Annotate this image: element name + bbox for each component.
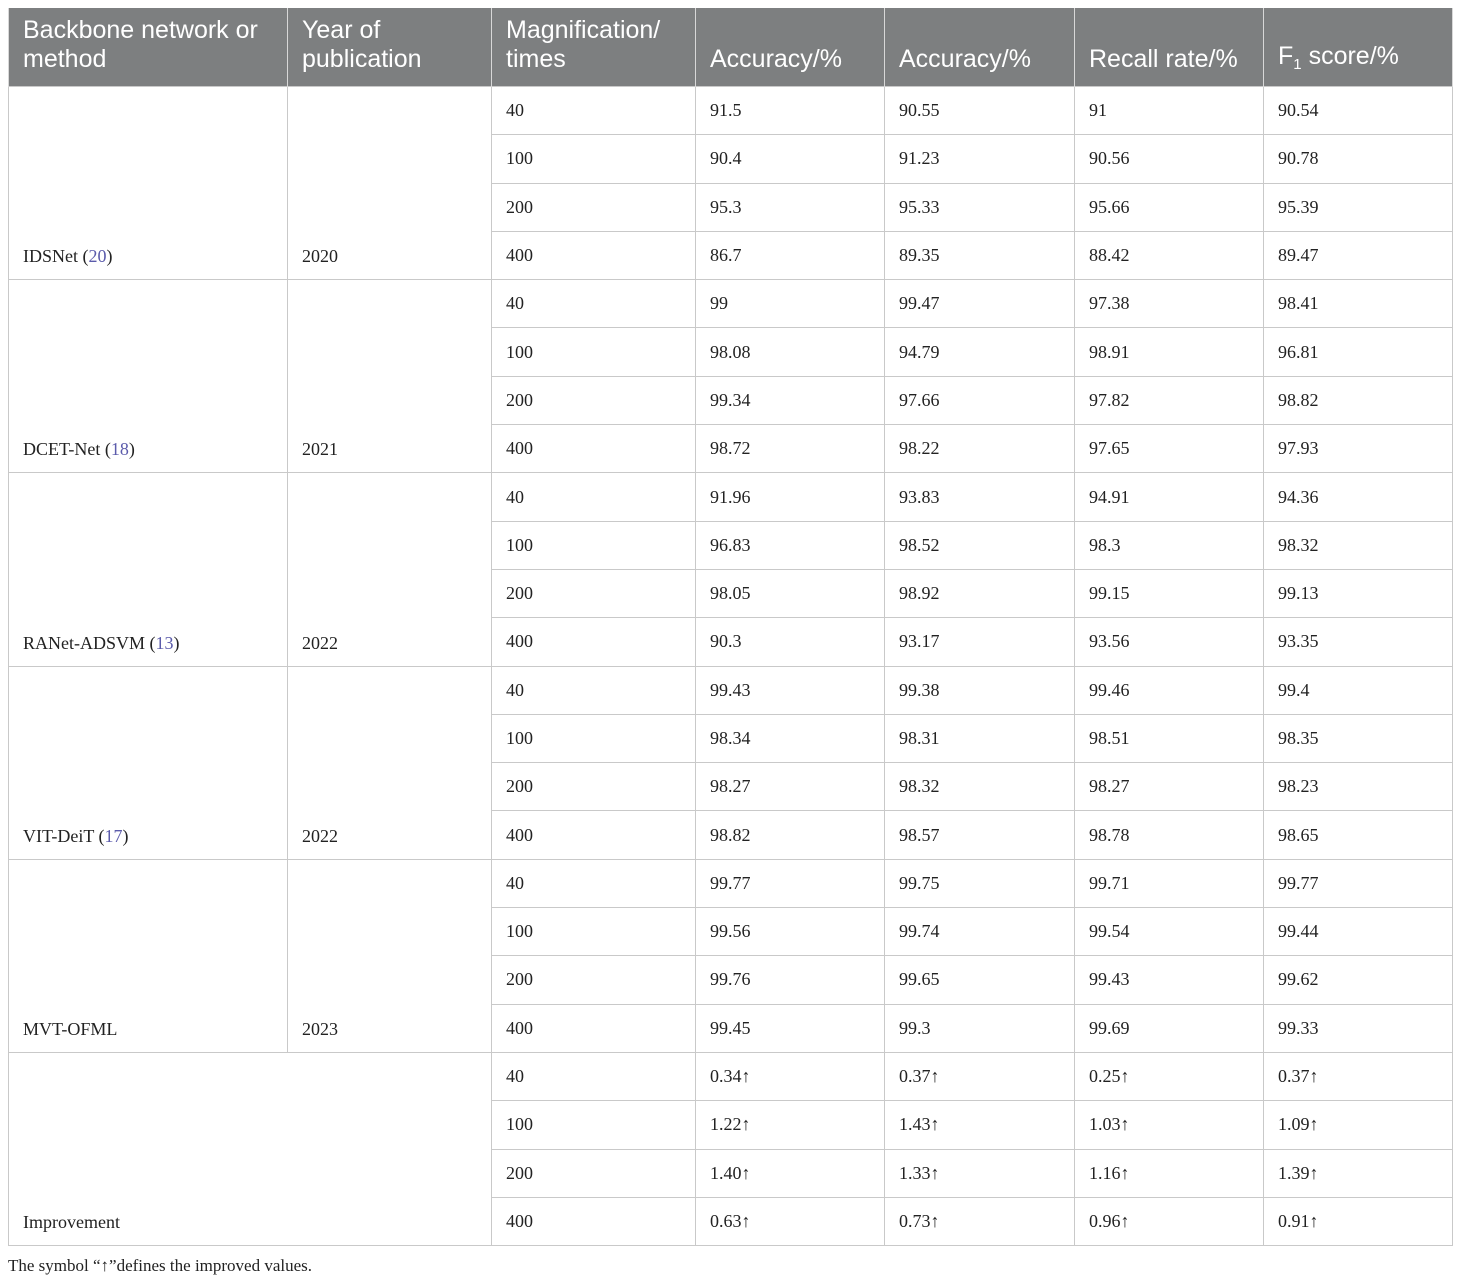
magnification-cell: 100 xyxy=(492,135,696,183)
recall-cell: 98.78 xyxy=(1075,811,1264,859)
accuracy-2-cell: 98.52 xyxy=(885,521,1075,569)
recall-cell: 95.66 xyxy=(1075,183,1264,231)
accuracy-1-cell: 98.82 xyxy=(696,811,885,859)
year-cell: 2021 xyxy=(288,280,492,473)
f1-cell: 99.33 xyxy=(1264,1004,1453,1052)
method-name-cell: DCET-Net (18) xyxy=(9,280,288,473)
recall-cell: 97.38 xyxy=(1075,280,1264,328)
magnification-cell: 200 xyxy=(492,569,696,617)
accuracy-1-cell: 91.96 xyxy=(696,473,885,521)
header-year: Year of publication xyxy=(288,8,492,87)
table-footnote: The symbol “↑”defines the improved values. xyxy=(8,1256,313,1275)
f1-cell: 89.47 xyxy=(1264,231,1453,279)
method-name: RANet-ADSVM xyxy=(23,632,146,653)
header-row xyxy=(9,8,1453,87)
improvement-row xyxy=(9,1052,1453,1100)
method-name: MVT-OFML xyxy=(23,1018,118,1039)
table-row xyxy=(9,473,1453,521)
accuracy-1-cell: 95.3 xyxy=(696,183,885,231)
accuracy-1-cell: 99.56 xyxy=(696,908,885,956)
year-cell: 2020 xyxy=(288,87,492,280)
magnification-cell: 400 xyxy=(492,1197,696,1245)
header-f1-rest: score/% xyxy=(1301,42,1399,70)
method-name-cell: RANet-ADSVM (13) xyxy=(9,473,288,666)
magnification-cell: 100 xyxy=(492,1101,696,1149)
accuracy-1-cell: 99.43 xyxy=(696,666,885,714)
reference-link[interactable]: 17 xyxy=(104,825,123,846)
accuracy-2-cell: 98.92 xyxy=(885,569,1075,617)
recall-cell: 99.69 xyxy=(1075,1004,1264,1052)
accuracy-2-cell: 98.31 xyxy=(885,714,1075,762)
magnification-cell: 40 xyxy=(492,666,696,714)
header-f1-letter: F xyxy=(1278,42,1294,70)
magnification-cell: 200 xyxy=(492,1149,696,1197)
accuracy-1-cell: 1.40↑ xyxy=(696,1149,885,1197)
magnification-cell: 400 xyxy=(492,811,696,859)
recall-cell: 97.65 xyxy=(1075,425,1264,473)
accuracy-2-cell: 0.37↑ xyxy=(885,1052,1075,1100)
f1-cell: 1.09↑ xyxy=(1264,1101,1453,1149)
accuracy-2-cell: 89.35 xyxy=(885,231,1075,279)
f1-cell: 98.65 xyxy=(1264,811,1453,859)
header-f1 xyxy=(1264,8,1453,87)
recall-cell: 98.51 xyxy=(1075,714,1264,762)
f1-cell: 98.41 xyxy=(1264,280,1453,328)
f1-cell: 99.44 xyxy=(1264,908,1453,956)
f1-cell: 0.37↑ xyxy=(1264,1052,1453,1100)
accuracy-2-cell: 1.43↑ xyxy=(885,1101,1075,1149)
method-name-cell: VIT-DeiT (17) xyxy=(9,666,288,859)
header-recall: Recall rate/% xyxy=(1075,8,1264,87)
reference-link[interactable]: 20 xyxy=(88,246,107,267)
recall-cell: 88.42 xyxy=(1075,231,1264,279)
improvement-label-cell: Improvement xyxy=(9,1052,492,1245)
magnification-cell: 400 xyxy=(492,618,696,666)
method-name: IDSNet xyxy=(23,246,78,267)
f1-cell: 99.62 xyxy=(1264,956,1453,1004)
accuracy-1-cell: 99.45 xyxy=(696,1004,885,1052)
accuracy-2-cell: 90.55 xyxy=(885,87,1075,135)
accuracy-2-cell: 99.74 xyxy=(885,908,1075,956)
magnification-cell: 40 xyxy=(492,280,696,328)
accuracy-1-cell: 99.76 xyxy=(696,956,885,1004)
f1-cell: 1.39↑ xyxy=(1264,1149,1453,1197)
method-name-cell: IDSNet (20) xyxy=(9,87,288,280)
year-cell: 2023 xyxy=(288,859,492,1052)
recall-cell: 98.91 xyxy=(1075,328,1264,376)
accuracy-1-cell: 90.4 xyxy=(696,135,885,183)
recall-cell: 99.43 xyxy=(1075,956,1264,1004)
recall-cell: 99.54 xyxy=(1075,908,1264,956)
recall-cell: 94.91 xyxy=(1075,473,1264,521)
accuracy-2-cell: 94.79 xyxy=(885,328,1075,376)
recall-cell: 99.15 xyxy=(1075,569,1264,617)
year-cell: 2022 xyxy=(288,666,492,859)
magnification-cell: 200 xyxy=(492,763,696,811)
f1-cell: 96.81 xyxy=(1264,328,1453,376)
accuracy-1-cell: 1.22↑ xyxy=(696,1101,885,1149)
header-accuracy-1: Accuracy/% xyxy=(696,8,885,87)
magnification-cell: 40 xyxy=(492,1052,696,1100)
header-accuracy-2: Accuracy/% xyxy=(885,8,1075,87)
magnification-cell: 40 xyxy=(492,859,696,907)
table-row xyxy=(9,280,1453,328)
accuracy-1-cell: 0.63↑ xyxy=(696,1197,885,1245)
method-name-cell xyxy=(9,859,288,1052)
accuracy-1-cell: 90.3 xyxy=(696,618,885,666)
f1-cell: 97.93 xyxy=(1264,425,1453,473)
reference-link[interactable]: 18 xyxy=(110,439,129,460)
f1-cell: 95.39 xyxy=(1264,183,1453,231)
recall-cell: 98.27 xyxy=(1075,763,1264,811)
magnification-cell: 100 xyxy=(492,328,696,376)
recall-cell: 99.71 xyxy=(1075,859,1264,907)
magnification-cell: 400 xyxy=(492,231,696,279)
accuracy-1-cell: 98.34 xyxy=(696,714,885,762)
f1-cell: 90.78 xyxy=(1264,135,1453,183)
f1-cell: 99.13 xyxy=(1264,569,1453,617)
accuracy-2-cell: 98.57 xyxy=(885,811,1075,859)
accuracy-2-cell: 99.75 xyxy=(885,859,1075,907)
f1-cell: 98.23 xyxy=(1264,763,1453,811)
accuracy-2-cell: 91.23 xyxy=(885,135,1075,183)
accuracy-2-cell: 98.32 xyxy=(885,763,1075,811)
f1-cell: 93.35 xyxy=(1264,618,1453,666)
f1-cell: 0.91↑ xyxy=(1264,1197,1453,1245)
magnification-cell: 40 xyxy=(492,473,696,521)
magnification-cell: 40 xyxy=(492,87,696,135)
accuracy-2-cell: 99.47 xyxy=(885,280,1075,328)
method-name: VIT-DeiT xyxy=(23,825,94,846)
header-backbone: Backbone network or method xyxy=(9,8,288,87)
accuracy-1-cell: 96.83 xyxy=(696,521,885,569)
f1-cell: 94.36 xyxy=(1264,473,1453,521)
recall-cell: 93.56 xyxy=(1075,618,1264,666)
table-row xyxy=(9,87,1453,135)
recall-cell: 1.03↑ xyxy=(1075,1101,1264,1149)
magnification-cell: 200 xyxy=(492,183,696,231)
accuracy-2-cell: 99.3 xyxy=(885,1004,1075,1052)
f1-cell: 98.35 xyxy=(1264,714,1453,762)
recall-cell: 91 xyxy=(1075,87,1264,135)
recall-cell: 98.3 xyxy=(1075,521,1264,569)
accuracy-2-cell: 0.73↑ xyxy=(885,1197,1075,1245)
reference-link[interactable]: 13 xyxy=(155,632,174,653)
accuracy-2-cell: 99.65 xyxy=(885,956,1075,1004)
f1-cell: 90.54 xyxy=(1264,87,1453,135)
accuracy-1-cell: 99.77 xyxy=(696,859,885,907)
header-f1-subscript: 1 xyxy=(1293,56,1302,73)
f1-cell: 98.32 xyxy=(1264,521,1453,569)
accuracy-2-cell: 95.33 xyxy=(885,183,1075,231)
accuracy-2-cell: 99.38 xyxy=(885,666,1075,714)
magnification-cell: 200 xyxy=(492,956,696,1004)
accuracy-1-cell: 98.05 xyxy=(696,569,885,617)
results-table-container xyxy=(8,8,1452,1246)
magnification-cell: 400 xyxy=(492,1004,696,1052)
f1-cell: 99.77 xyxy=(1264,859,1453,907)
table-row xyxy=(9,666,1453,714)
recall-cell: 90.56 xyxy=(1075,135,1264,183)
results-table xyxy=(8,8,1453,1246)
recall-cell: 0.96↑ xyxy=(1075,1197,1264,1245)
recall-cell: 97.82 xyxy=(1075,376,1264,424)
table-header xyxy=(9,8,1453,87)
accuracy-1-cell: 91.5 xyxy=(696,87,885,135)
magnification-cell: 100 xyxy=(492,908,696,956)
header-magnification: Magnification/ times xyxy=(492,8,696,87)
f1-cell: 99.4 xyxy=(1264,666,1453,714)
accuracy-1-cell: 98.27 xyxy=(696,763,885,811)
magnification-cell: 400 xyxy=(492,425,696,473)
recall-cell: 99.46 xyxy=(1075,666,1264,714)
accuracy-1-cell: 99 xyxy=(696,280,885,328)
accuracy-2-cell: 1.33↑ xyxy=(885,1149,1075,1197)
accuracy-1-cell: 99.34 xyxy=(696,376,885,424)
table-body xyxy=(9,87,1453,1246)
magnification-cell: 100 xyxy=(492,714,696,762)
accuracy-1-cell: 98.08 xyxy=(696,328,885,376)
accuracy-2-cell: 97.66 xyxy=(885,376,1075,424)
year-cell: 2022 xyxy=(288,473,492,666)
accuracy-2-cell: 93.17 xyxy=(885,618,1075,666)
recall-cell: 1.16↑ xyxy=(1075,1149,1264,1197)
magnification-cell: 100 xyxy=(492,521,696,569)
f1-cell: 98.82 xyxy=(1264,376,1453,424)
accuracy-1-cell: 86.7 xyxy=(696,231,885,279)
recall-cell: 0.25↑ xyxy=(1075,1052,1264,1100)
accuracy-1-cell: 0.34↑ xyxy=(696,1052,885,1100)
accuracy-2-cell: 93.83 xyxy=(885,473,1075,521)
accuracy-1-cell: 98.72 xyxy=(696,425,885,473)
method-name: DCET-Net xyxy=(23,439,101,460)
magnification-cell: 200 xyxy=(492,376,696,424)
table-row xyxy=(9,859,1453,907)
accuracy-2-cell: 98.22 xyxy=(885,425,1075,473)
